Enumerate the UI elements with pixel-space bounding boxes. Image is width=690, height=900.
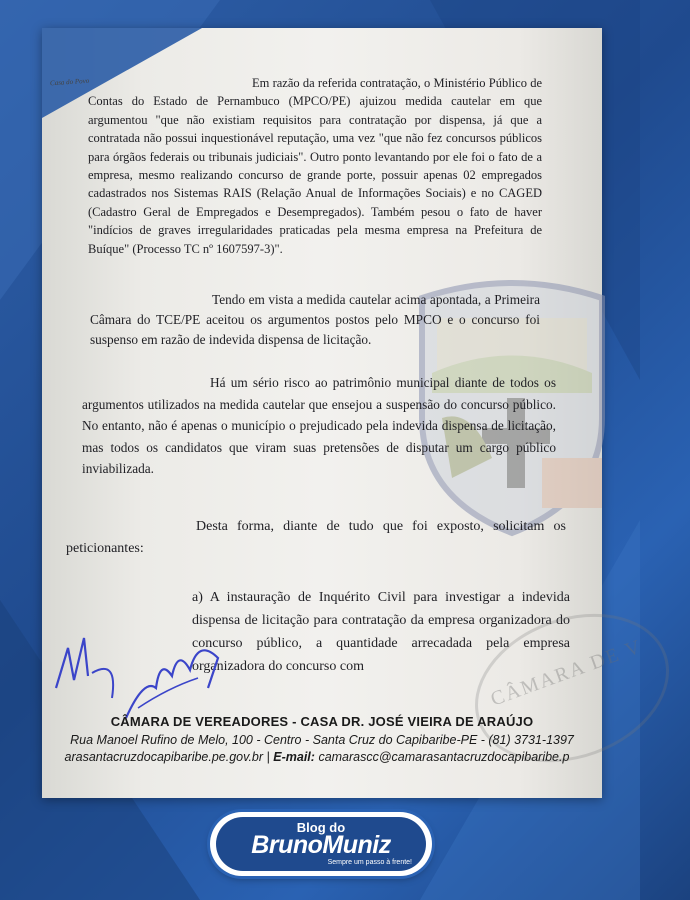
paragraph-risk: Há um sério risco ao patrimônio municipal diante de todos os argumentos utilizados na medida cautelar que ensejou a suspensão do concurso público. No entanto, não é apenas o município o prejudicado pela indevida dispensa de licitação, mas todos os candidatos que viram suas pretensões de disputar um cargo público inviabilizada. — [82, 375, 556, 476]
letterhead-footer — [42, 714, 602, 764]
footer-contact — [32, 750, 602, 764]
paragraph-tce-decision: Tendo em vista a medida cautelar acima apontada, a Primeira Câmara do TCE/PE aceitou os argumentos postos pelo MPCO e o concurso foi suspenso em razão de indevida dispensa de licitação. — [90, 292, 540, 347]
stamp-watermark: CÂMARA DE V — [454, 588, 690, 788]
footer-org-name: CÂMARA DE VEREADORES - CASA DR. JOSÉ VIEIRA DE ARAÚJO — [110, 714, 534, 729]
blog-logo[interactable] — [210, 812, 432, 876]
paragraph-request: Desta forma, diante de tudo que foi exposto, solicitam os peticionantes: — [66, 519, 566, 556]
logo-line1: Blog do — [296, 820, 346, 835]
footer-email-label: E-mail: — [273, 750, 315, 764]
footer-site: arasantacruzdocapibaribe.pe.gov.br — [64, 750, 264, 764]
logo-brand-name: BrunoMuniz — [251, 831, 391, 859]
footer-address: Rua Manoel Rufino de Melo, 100 - Centro - Santa Cruz do Capibaribe-PE - (81) 3731-1397 — [70, 733, 574, 747]
letterhead-mini: Casa do Povo — [49, 76, 90, 88]
footer-email: camarascc@camarasantacruzdocapibaribe.p — [318, 750, 570, 764]
paragraph-mpco-cautelar: Em razão da referida contratação, o Ministério Público de Contas do Estado de Pernambuco (MPCO/PE) ajuizou medida cautelar em que argumentou "que não existiam requisitos para contratação por dispensa, já que a contratada não possui inquestionável reputação, uma vez "que não fez concursos públicos para órgãos federais ou tribunais judiciais". Outro ponto levantando por ele foi o fato de a empresa, mesmo realizando concurso de grande porte, possuir apenas 02 empregados cadastrados nos Sistemas RAIS (Relação Anual de Informações Sociais) e no CAGED (Cadastro Geral de Empregados e Desempregados). Também pesou o fato de haver "indícios de graves irregularidades praticadas pela mesma empresa na Prefeitura de Buíque" (Processo TC nº 1607597-3)". — [88, 76, 542, 256]
document-page — [42, 28, 646, 798]
footer-separator: | — [266, 750, 270, 764]
request-item-a: a) A instauração de Inquérito Civil para investigar a indevida dispensa de licitação para contratação da empresa organizadora do concurso público, a quantidade arrecadada pela empresa organizadora do concurso com — [192, 590, 570, 674]
handwritten-signature — [48, 618, 248, 728]
logo-tagline: Sempre um passo à frente! — [327, 859, 412, 866]
logo-badge — [216, 817, 426, 871]
